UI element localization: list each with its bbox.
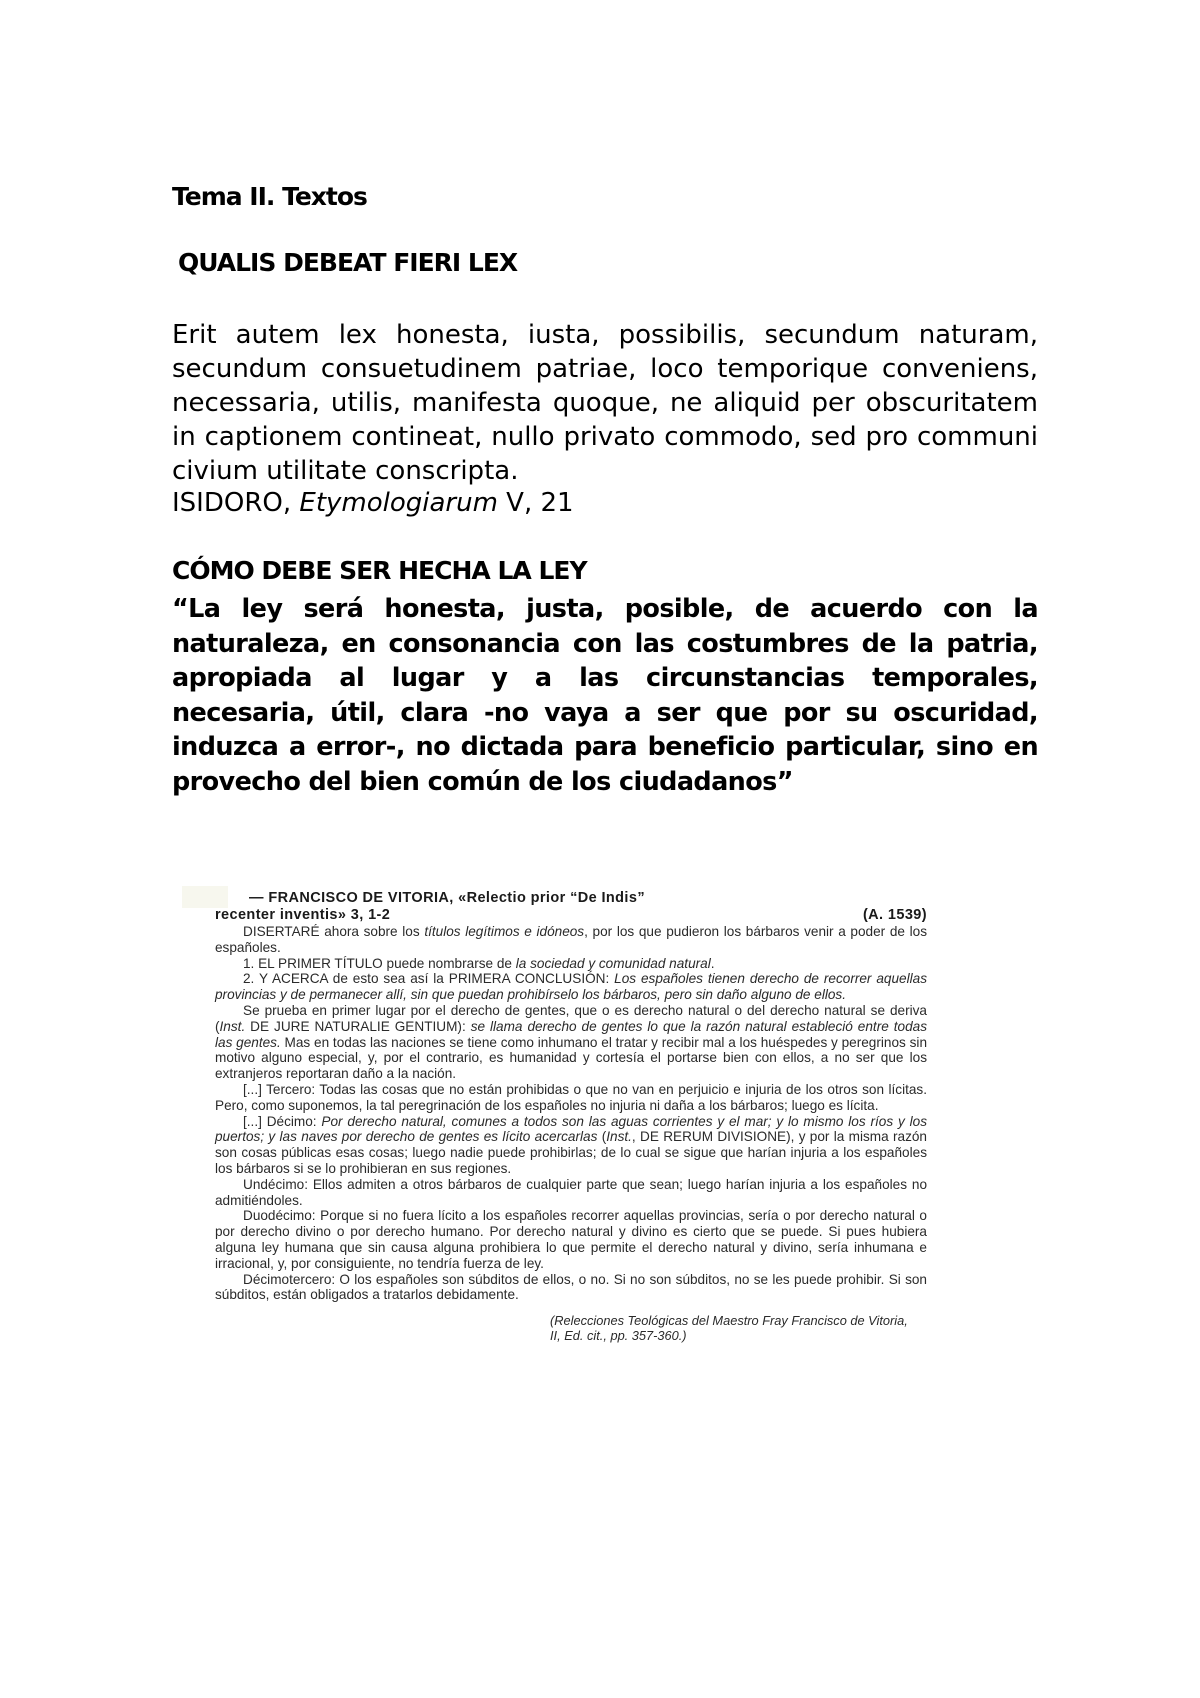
text-run: , por los que pudieron los bárbaros venir a poder de los españoles.: [215, 924, 927, 955]
latin-text: [172, 318, 1038, 488]
section-title: Tema II. Textos: [172, 182, 367, 211]
text-run-italic: se llama derecho de gentes lo que la razón natural estableció entre todas las gentes.: [215, 1018, 927, 1050]
text-run: .: [710, 955, 715, 971]
text-run-italic: Inst.: [606, 1129, 632, 1145]
text-run: Mas en todas las naciones se tiene como inhumano el tratar y recibir mal a los huéspedes y peregrinos sin motivo alguno especial, y, por el contrario, es humanidad y cortesía el portarse bien con ellos, a no ser que los extranjeros reportaran daño a la nación.: [215, 1034, 928, 1082]
excerpt-paragraph: [215, 1114, 927, 1177]
excerpt-paragraph: Duodécimo: Porque si no fuera lícito a los españoles recorrer aquellas provincias, sería o por derecho natural o por derecho divino o por derecho humano. Por derecho natural y divino es cierto que se puede. Si pues hubiera alguna ley humana que sin causa alguna prohibiera lo que permite el derecho natural y divino, sería inhumana e irracional, y, por consiguiente, no tendría fuerza de ley.: [215, 1208, 927, 1271]
text-run: DISERTARÉ ahora sobre los: [243, 924, 425, 939]
text-run-italic: títulos legítimos e idóneos: [424, 924, 585, 939]
excerpt-header: [215, 890, 927, 924]
spanish-paragraph: “La ley será honesta, justa, posible, de acuerdo con la naturaleza, en consonancia con las costumbres de la patria, apropiada al lugar y a las circunstancias temporales, necesaria, útil, clara -no vaya a ser que por su oscuridad, induzca a error-, no dictada para beneficio particular, sino en provecho del bien común de los ciudadanos”: [172, 594, 1038, 797]
text-run-italic: la sociedad y comunidad natural: [515, 955, 711, 971]
text-run: [...] Décimo:: [243, 1113, 322, 1129]
latin-citation: [172, 488, 574, 518]
spanish-text: [172, 592, 1038, 799]
text-run-italic: Por derecho natural, comunes a todos son las aguas corrientes y el mar; y lo mismo los ríos y los puertos; y las naves por derecho de gentes es lícito acercarlas: [215, 1113, 927, 1145]
excerpt-title-line-1: — FRANCISCO DE VITORIA, «Relectio prior “De Indis”: [249, 890, 645, 906]
text-run: 1. EL PRIMER TÍTULO puede nombrarse de: [243, 955, 516, 971]
text-run: Se prueba en primer lugar por el derecho de gentes, que o es derecho natural o del derecho natural se deriva (: [215, 1002, 927, 1034]
text-run: DE JURE NATURALIE GENTIUM):: [245, 1018, 471, 1034]
excerpt-year: (A. 1539): [862, 907, 927, 923]
text-run: , DE RERUM DIVISIONE), y por la misma razón son cosas públicas esas cosas; luego nadie puede prohibirlas; de lo cual se sigue que harían injuria a los españoles los bárbaros si se lo prohibieran en sus regiones.: [215, 1129, 927, 1176]
text-run-italic: Inst.: [219, 1018, 246, 1034]
scanned-excerpt: [215, 890, 927, 1343]
excerpt-paragraph: [215, 924, 927, 956]
excerpt-source: (Relecciones Teológicas del Maestro Fray Francisco de Vitoria, II, Ed. cit., pp. 357-360.): [550, 1313, 908, 1344]
citation-author: ISIDORO,: [172, 488, 300, 518]
excerpt-paragraph: Décimotercero: O los españoles son súbditos de ellos, o no. Si no son súbditos, no se les puede prohibir. Si son súbditos, están obligados a tratarlos debidamente.: [215, 1271, 927, 1303]
excerpt-paragraph: Undécimo: Ellos admiten a otros bárbaros de cualquier parte que sean; luego harían injuria a los españoles no admitiéndoles.: [215, 1176, 927, 1208]
citation-ref: V, 21: [497, 488, 574, 518]
text-run-italic: Los españoles tienen derecho de recorrer aquellas provincias y de permanecer allí, sin que puedan prohibírselo los bárbaros, pero sin daño alguno de ellos.: [215, 971, 928, 1003]
latin-paragraph: Erit autem lex honesta, iusta, possibilis, secundum naturam, secundum consuetudinem patriae, loco temporique conveniens, necessaria, utilis, manifesta quoque, ne aliquid per obscuritatem in captionem contineat, nullo privato commodo, sed pro communi civium utilitate conscripta.: [172, 320, 1038, 486]
excerpt-paragraph: [...] Tercero: Todas las cosas que no están prohibidas o que no van en perjuicio e injuria de los otros son lícitas. Pero, como suponemos, la tal peregrinación de los españoles no injuria ni daña a los bárbaros; luego es lícita.: [215, 1081, 927, 1113]
spanish-heading: CÓMO DEBE SER HECHA LA LEY: [172, 556, 587, 585]
text-run: 2. Y ACERCA de esto sea así la PRIMERA CONCLUSIÓN:: [243, 971, 615, 987]
latin-heading: QUALIS DEBEAT FIERI LEX: [178, 248, 518, 277]
excerpt-paragraph: [215, 971, 927, 1003]
text-run: (: [597, 1129, 607, 1145]
citation-work: Etymologiarum: [299, 488, 498, 518]
excerpt-title-line-2: recenter inventis» 3, 1-2: [215, 907, 391, 923]
excerpt-paragraph: [215, 956, 927, 972]
excerpt-paragraph: [215, 1003, 927, 1082]
